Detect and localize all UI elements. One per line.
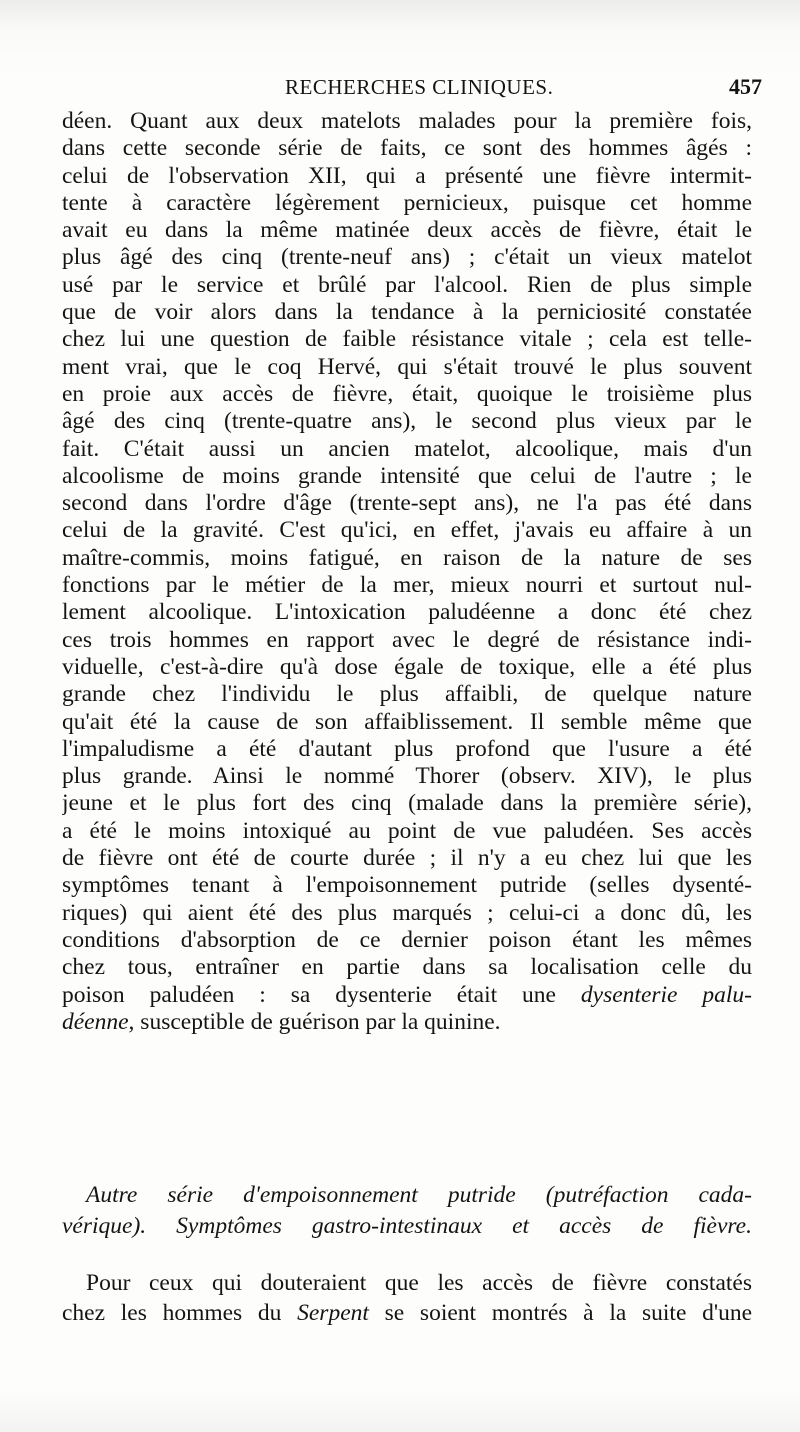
text-segment: susceptible de guérison par la quinine.	[134, 1008, 501, 1035]
text-line: de fièvre ont été de courte durée ; il n'y a eu chez lui que les	[62, 845, 752, 872]
text-line: avait eu dans la même matinée deux accès de fièvre, était le	[62, 217, 752, 244]
text-line: que de voir alors dans la tendance à la perniciosité constatée	[62, 299, 752, 326]
text-line: fonctions par le métier de la mer, mieux nourri et surtout nul-	[62, 572, 752, 599]
text-line: ment vrai, que le coq Hervé, qui s'était trouvé le plus souvent	[62, 353, 752, 380]
text-line: usé par le service et brûlé par l'alcool. Rien de plus simple	[62, 271, 752, 298]
text-line: riques) qui aient été des plus marqués ; celui-ci a donc dû, les	[62, 899, 752, 926]
section-heading	[62, 1180, 752, 1242]
text-line: alcoolisme de moins grande intensité que celui de l'autre ; le	[62, 462, 752, 489]
text-line: celui de l'observation XII, qui a présenté une fièvre intermit-	[62, 162, 752, 189]
text-line: a été le moins intoxiqué au point de vue paludéen. Ses accès	[62, 817, 752, 844]
paragraph-continuation	[62, 1268, 752, 1328]
text-line: fait. C'était aussi un ancien matelot, alcoolique, mais d'un	[62, 435, 752, 462]
page-number: 457	[729, 74, 762, 99]
paragraph-main	[62, 108, 752, 1036]
text-line: déen. Quant aux deux matelots malades pour la première fois,	[62, 108, 752, 134]
text-line: viduelle, c'est-à-dire qu'à dose égale de toxique, elle a été plus	[62, 653, 752, 680]
text-line: plus âgé des cinq (trente-neuf ans) ; c'était un vieux matelot	[62, 244, 752, 271]
text-line: symptômes tenant à l'empoisonnement putride (selles dysenté-	[62, 872, 752, 899]
text-line: qu'ait été la cause de son affaiblissement. Il semble même que	[62, 708, 752, 735]
text-segment: se soient montrés à la suite d'une	[368, 1300, 752, 1326]
italic-term: déenne,	[62, 1008, 135, 1035]
text-line: ces trois hommes en rapport avec le degré de résistance indi-	[62, 626, 752, 653]
text-line: l'impaludisme a été d'autant plus profond que l'usure a été	[62, 735, 752, 762]
text-line: tente à caractère légèrement pernicieux, puisque cet homme	[62, 189, 752, 216]
text-line: âgé des cinq (trente-quatre ans), le second plus vieux par le	[62, 408, 752, 435]
text-line: dans cette seconde série de faits, ce sont des hommes âgés :	[62, 135, 752, 162]
running-head	[0, 72, 800, 102]
text-line: grande chez l'individu le plus affaibli, de quelque nature	[62, 681, 752, 708]
text-line	[62, 982, 752, 1009]
text-line: conditions d'absorption de ce dernier poison étant les mêmes	[62, 926, 752, 953]
text-segment: poison paludéen : sa dysenterie était une	[62, 981, 556, 1008]
text-line	[62, 1009, 752, 1036]
section-heading-line: vérique). Symptômes gastro-intestinaux et accès de fièvre.	[62, 1213, 752, 1239]
text-line: chez tous, entraîner en partie dans sa localisation celle du	[62, 954, 752, 981]
text-line: plus grande. Ainsi le nommé Thorer (observ. XIV), le plus	[62, 763, 752, 790]
section-heading-line: Autre série d'empoisonnement putride (putréfaction cada-	[86, 1182, 752, 1208]
text-line: chez lui une question de faible résistance vitale ; cela est telle-	[62, 326, 752, 353]
text-line: Pour ceux qui douteraient que les accès de fièvre constatés	[86, 1270, 752, 1296]
text-line: en proie aux accès de fièvre, était, quoique le troisième plus	[62, 380, 752, 407]
text-line: celui de la gravité. C'est qu'ici, en effet, j'avais eu affaire à un	[62, 517, 752, 544]
text-line: maître-commis, moins fatigué, en raison de la nature de ses	[62, 544, 752, 571]
italic-term: dysenterie palu-	[580, 981, 752, 1008]
text-line: jeune et le plus fort des cinq (malade dans la première série),	[62, 790, 752, 817]
text-segment: chez les hommes du	[62, 1300, 298, 1326]
ship-name: Serpent	[297, 1300, 369, 1326]
text-line	[62, 1298, 752, 1328]
text-line: lement alcoolique. L'intoxication paludéenne a donc été chez	[62, 599, 752, 626]
text-line: second dans l'ordre d'âge (trente-sept ans), ne l'a pas été dans	[62, 490, 752, 517]
running-title: RECHERCHES CLINIQUES.	[285, 75, 554, 99]
